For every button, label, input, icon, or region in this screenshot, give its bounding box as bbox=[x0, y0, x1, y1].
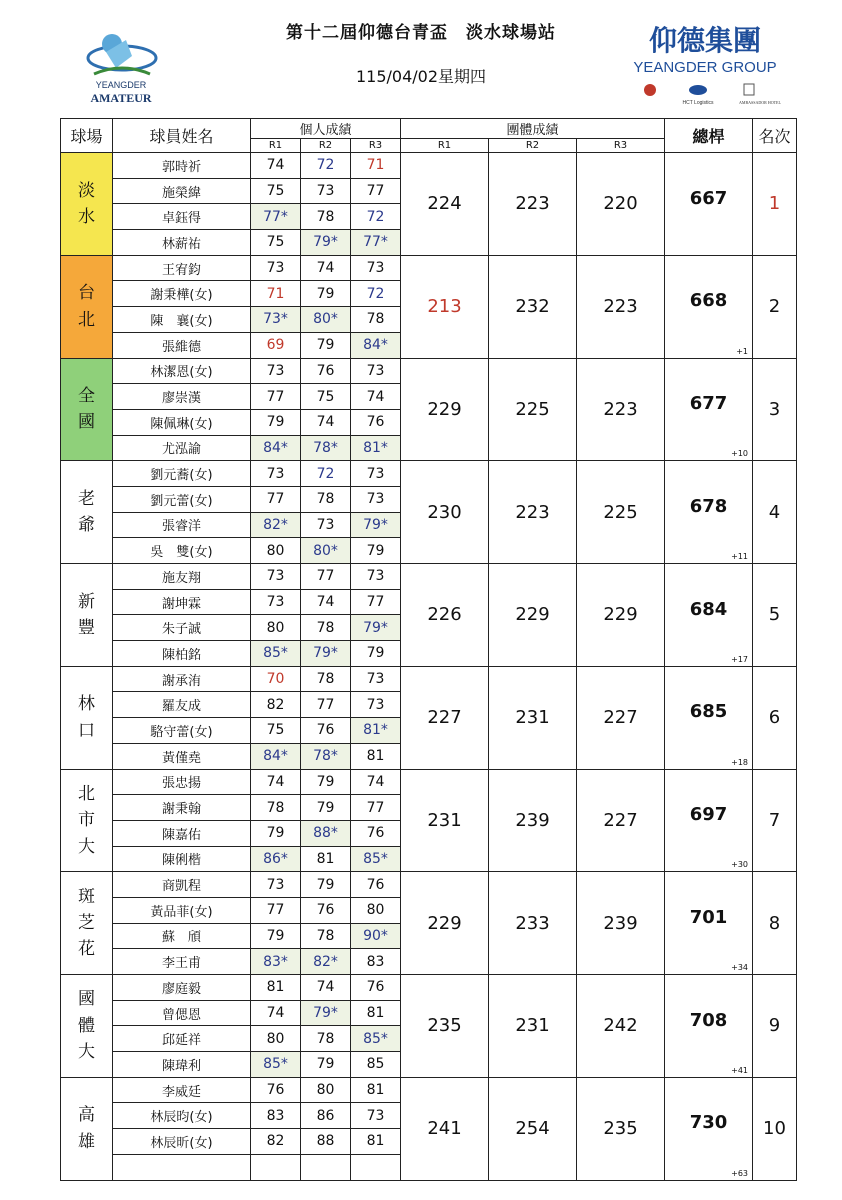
table-row bbox=[61, 153, 797, 179]
player-name: 李威廷 bbox=[113, 1077, 251, 1103]
player-name: 林薪祐 bbox=[113, 230, 251, 256]
round-score: 79 bbox=[301, 872, 351, 898]
player-name: 劉元蕎(女) bbox=[113, 461, 251, 487]
team-total bbox=[665, 975, 753, 1078]
round-score: 78 bbox=[301, 204, 351, 230]
round-score: 71 bbox=[251, 281, 301, 307]
team-rank: 6 bbox=[753, 666, 797, 769]
team-round-r1: 231 bbox=[401, 769, 489, 872]
total-value: 684 bbox=[689, 598, 728, 620]
team-rank: 8 bbox=[753, 872, 797, 975]
total-value: 730 bbox=[689, 1112, 728, 1134]
round-score: 78* bbox=[301, 743, 351, 769]
round-score: 73 bbox=[251, 589, 301, 615]
team-r3-header: R3 bbox=[577, 139, 665, 153]
team-name: 北 市 大 bbox=[61, 769, 113, 872]
ind-r3-header: R3 bbox=[351, 139, 401, 153]
team-name: 林 口 bbox=[61, 666, 113, 769]
round-score: 79* bbox=[301, 230, 351, 256]
team-total bbox=[665, 666, 753, 769]
team-round-r1: 227 bbox=[401, 666, 489, 769]
round-score: 85* bbox=[251, 1052, 301, 1078]
round-score: 76 bbox=[351, 872, 401, 898]
round-score: 76 bbox=[301, 718, 351, 744]
player-name: 陳瑋利 bbox=[113, 1052, 251, 1078]
total-value: 697 bbox=[689, 804, 728, 826]
strokes-behind: +10 bbox=[731, 449, 748, 459]
round-score: 72 bbox=[301, 461, 351, 487]
player-name: 林辰昕(女) bbox=[113, 1129, 251, 1155]
player-name: 李王甫 bbox=[113, 949, 251, 975]
team-rank: 9 bbox=[753, 975, 797, 1078]
individual-header: 個人成績 bbox=[251, 119, 401, 139]
player-name: 陳俐楷 bbox=[113, 846, 251, 872]
table-row bbox=[61, 769, 797, 795]
round-score: 80 bbox=[301, 1077, 351, 1103]
team-round-r3: 225 bbox=[577, 461, 665, 564]
round-score: 77 bbox=[251, 486, 301, 512]
player-name: 陳嘉佑 bbox=[113, 820, 251, 846]
player-name: 陳柏銘 bbox=[113, 641, 251, 667]
round-score: 73 bbox=[351, 564, 401, 590]
round-score: 74 bbox=[301, 975, 351, 1001]
team-round-r3: 239 bbox=[577, 872, 665, 975]
round-score: 73 bbox=[251, 461, 301, 487]
round-score: 79 bbox=[301, 795, 351, 821]
round-score: 90* bbox=[351, 923, 401, 949]
round-score: 85* bbox=[351, 846, 401, 872]
round-score: 80 bbox=[251, 538, 301, 564]
round-score: 73 bbox=[251, 358, 301, 384]
total-value: 677 bbox=[689, 393, 728, 415]
round-score: 79 bbox=[301, 769, 351, 795]
round-score: 73* bbox=[251, 307, 301, 333]
strokes-behind: +1 bbox=[736, 346, 748, 356]
team-round-r3: 229 bbox=[577, 564, 665, 667]
svg-text:AMBASSADOR HOTEL: AMBASSADOR HOTEL bbox=[739, 100, 781, 105]
player-name: 郭時祈 bbox=[113, 153, 251, 179]
round-score: 77 bbox=[351, 795, 401, 821]
round-score: 81 bbox=[351, 1129, 401, 1155]
round-score: 79 bbox=[351, 538, 401, 564]
round-score: 75 bbox=[301, 384, 351, 410]
round-score: 73 bbox=[351, 692, 401, 718]
team-round-r2: 231 bbox=[489, 666, 577, 769]
team-rank: 7 bbox=[753, 769, 797, 872]
round-score: 79 bbox=[251, 820, 301, 846]
round-score: 79 bbox=[301, 281, 351, 307]
round-score: 81* bbox=[351, 718, 401, 744]
team-round-r2: 231 bbox=[489, 975, 577, 1078]
svg-text:仰德集團: 仰德集團 bbox=[648, 24, 762, 57]
round-score: 77 bbox=[251, 384, 301, 410]
round-score: 79 bbox=[251, 409, 301, 435]
round-score: 73 bbox=[251, 255, 301, 281]
player-name: 吳 雙(女) bbox=[113, 538, 251, 564]
round-score: 75 bbox=[251, 718, 301, 744]
team-round-r3: 242 bbox=[577, 975, 665, 1078]
round-score: 74 bbox=[351, 384, 401, 410]
round-score: 77 bbox=[351, 178, 401, 204]
round-score: 84* bbox=[251, 435, 301, 461]
round-score: 75 bbox=[251, 230, 301, 256]
round-score: 77 bbox=[301, 564, 351, 590]
round-score: 79 bbox=[351, 641, 401, 667]
team-name: 斑 芝 花 bbox=[61, 872, 113, 975]
round-score: 74 bbox=[301, 409, 351, 435]
round-score: 73 bbox=[251, 872, 301, 898]
team-rank: 5 bbox=[753, 564, 797, 667]
round-score: 73 bbox=[351, 461, 401, 487]
team-rank: 10 bbox=[753, 1077, 797, 1180]
round-score: 80 bbox=[251, 1026, 301, 1052]
player-name: 黃品菲(女) bbox=[113, 897, 251, 923]
player-name: 謝坤霖 bbox=[113, 589, 251, 615]
team-round-r3: 223 bbox=[577, 255, 665, 358]
round-score: 79 bbox=[301, 332, 351, 358]
team-total bbox=[665, 461, 753, 564]
rank-header: 名次 bbox=[753, 119, 797, 153]
strokes-behind: +34 bbox=[731, 963, 748, 972]
round-score: 77 bbox=[301, 692, 351, 718]
player-name: 王宥鈞 bbox=[113, 255, 251, 281]
round-score: 84* bbox=[351, 332, 401, 358]
round-score: 77 bbox=[251, 897, 301, 923]
round-score: 77* bbox=[351, 230, 401, 256]
round-score: 85 bbox=[351, 1052, 401, 1078]
player-name: 商凱程 bbox=[113, 872, 251, 898]
round-score: 78 bbox=[301, 1026, 351, 1052]
player-name: 駱守蕾(女) bbox=[113, 718, 251, 744]
player-name: 施榮緯 bbox=[113, 178, 251, 204]
player-name: 邱延祥 bbox=[113, 1026, 251, 1052]
player-name: 張維德 bbox=[113, 332, 251, 358]
team-round-r2: 232 bbox=[489, 255, 577, 358]
round-score: 72 bbox=[351, 281, 401, 307]
team-round-r1: 213 bbox=[401, 255, 489, 358]
team-round-r3: 235 bbox=[577, 1077, 665, 1180]
total-value: 678 bbox=[689, 495, 728, 517]
round-score: 77* bbox=[251, 204, 301, 230]
team-name: 老 爺 bbox=[61, 461, 113, 564]
team-round-r2: 239 bbox=[489, 769, 577, 872]
round-score bbox=[351, 1154, 401, 1180]
event-date: 115/04/02星期四 bbox=[355, 67, 487, 86]
round-score: 74 bbox=[301, 255, 351, 281]
team-name: 國 體 大 bbox=[61, 975, 113, 1078]
team-round-r1: 226 bbox=[401, 564, 489, 667]
page-title: 第十二屆仰德台青盃 淡水球場站 bbox=[286, 23, 556, 43]
team-round-r1: 229 bbox=[401, 358, 489, 461]
round-score: 78* bbox=[301, 435, 351, 461]
table-row bbox=[61, 975, 797, 1001]
round-score: 78 bbox=[351, 307, 401, 333]
team-round-r3: 227 bbox=[577, 666, 665, 769]
page-header bbox=[0, 0, 842, 112]
team-name: 全 國 bbox=[61, 358, 113, 461]
round-score: 79 bbox=[251, 923, 301, 949]
round-score: 83 bbox=[351, 949, 401, 975]
round-score: 79 bbox=[301, 1052, 351, 1078]
round-score: 73 bbox=[351, 255, 401, 281]
team-round-r2: 223 bbox=[489, 153, 577, 256]
total-value: 685 bbox=[689, 701, 728, 723]
team-total bbox=[665, 872, 753, 975]
round-score: 76 bbox=[251, 1077, 301, 1103]
player-name bbox=[113, 1154, 251, 1180]
team-round-r1: 230 bbox=[401, 461, 489, 564]
round-score: 73 bbox=[301, 178, 351, 204]
round-score: 80* bbox=[301, 538, 351, 564]
team-name: 高 雄 bbox=[61, 1077, 113, 1180]
round-score bbox=[251, 1154, 301, 1180]
round-score: 73 bbox=[351, 486, 401, 512]
player-name: 謝秉翰 bbox=[113, 795, 251, 821]
player-name: 謝秉樺(女) bbox=[113, 281, 251, 307]
team-round-r2: 225 bbox=[489, 358, 577, 461]
team-total bbox=[665, 153, 753, 256]
round-score: 73 bbox=[351, 1103, 401, 1129]
player-name: 曾偲恩 bbox=[113, 1000, 251, 1026]
svg-text:HCT Logistics: HCT Logistics bbox=[682, 100, 714, 106]
player-name: 陳佩琳(女) bbox=[113, 409, 251, 435]
team-round-r1: 229 bbox=[401, 872, 489, 975]
team-round-r2: 229 bbox=[489, 564, 577, 667]
round-score: 82 bbox=[251, 1129, 301, 1155]
round-score: 84* bbox=[251, 743, 301, 769]
table-row bbox=[61, 255, 797, 281]
round-score: 85* bbox=[251, 641, 301, 667]
table-row bbox=[61, 666, 797, 692]
round-score: 88 bbox=[301, 1129, 351, 1155]
player-name: 林潔恩(女) bbox=[113, 358, 251, 384]
round-score: 79* bbox=[351, 615, 401, 641]
round-score: 85* bbox=[351, 1026, 401, 1052]
round-score: 74 bbox=[251, 769, 301, 795]
round-score: 81 bbox=[301, 846, 351, 872]
round-score: 73 bbox=[351, 358, 401, 384]
round-score: 82* bbox=[251, 512, 301, 538]
strokes-behind: +30 bbox=[731, 860, 748, 870]
svg-text:YEANGDER GROUP: YEANGDER GROUP bbox=[633, 59, 777, 76]
round-score: 80* bbox=[301, 307, 351, 333]
table-row bbox=[61, 564, 797, 590]
round-score: 81 bbox=[351, 743, 401, 769]
team-round-r2: 254 bbox=[489, 1077, 577, 1180]
team-total bbox=[665, 358, 753, 461]
strokes-behind: +11 bbox=[731, 552, 748, 561]
round-score: 70 bbox=[251, 666, 301, 692]
round-score: 86* bbox=[251, 846, 301, 872]
table-row bbox=[61, 872, 797, 898]
team-total bbox=[665, 769, 753, 872]
svg-text:AMATEUR: AMATEUR bbox=[90, 91, 152, 105]
round-score: 82 bbox=[251, 692, 301, 718]
table-row bbox=[61, 358, 797, 384]
total-header: 總桿 bbox=[665, 119, 753, 153]
table-row bbox=[61, 1077, 797, 1103]
round-score: 74 bbox=[301, 589, 351, 615]
team-r1-header: R1 bbox=[401, 139, 489, 153]
venue-header: 球場 bbox=[61, 119, 113, 153]
team-name: 台 北 bbox=[61, 255, 113, 358]
team-rank: 3 bbox=[753, 358, 797, 461]
round-score: 80 bbox=[351, 897, 401, 923]
team-round-r3: 227 bbox=[577, 769, 665, 872]
player-name: 劉元蕾(女) bbox=[113, 486, 251, 512]
round-score: 69 bbox=[251, 332, 301, 358]
total-value: 701 bbox=[689, 906, 728, 928]
player-name: 張睿洋 bbox=[113, 512, 251, 538]
round-score: 78 bbox=[301, 666, 351, 692]
player-name: 黃僅堯 bbox=[113, 743, 251, 769]
table-row bbox=[61, 461, 797, 487]
round-score: 71 bbox=[351, 153, 401, 179]
round-score: 72 bbox=[351, 204, 401, 230]
round-score: 78 bbox=[301, 486, 351, 512]
team-total bbox=[665, 1077, 753, 1180]
round-score: 76 bbox=[301, 897, 351, 923]
round-score: 81 bbox=[351, 1000, 401, 1026]
strokes-behind: +63 bbox=[731, 1168, 748, 1178]
team-round-r1: 235 bbox=[401, 975, 489, 1078]
player-name: 羅友成 bbox=[113, 692, 251, 718]
round-score: 76 bbox=[351, 975, 401, 1001]
round-score: 73 bbox=[251, 564, 301, 590]
team-round-r3: 223 bbox=[577, 358, 665, 461]
round-score: 79* bbox=[301, 641, 351, 667]
round-score: 79* bbox=[351, 512, 401, 538]
round-score: 76 bbox=[351, 409, 401, 435]
team-name: 淡 水 bbox=[61, 153, 113, 256]
round-score: 83 bbox=[251, 1103, 301, 1129]
round-score: 76 bbox=[351, 820, 401, 846]
player-name: 謝承洧 bbox=[113, 666, 251, 692]
round-score: 86 bbox=[301, 1103, 351, 1129]
round-score: 75 bbox=[251, 178, 301, 204]
player-name: 廖庭毅 bbox=[113, 975, 251, 1001]
player-name: 張忠揚 bbox=[113, 769, 251, 795]
team-rank: 4 bbox=[753, 461, 797, 564]
player-name: 陳 襄(女) bbox=[113, 307, 251, 333]
player-name: 林辰昀(女) bbox=[113, 1103, 251, 1129]
strokes-behind: +17 bbox=[731, 654, 748, 664]
strokes-behind: +18 bbox=[731, 757, 748, 767]
round-score: 77 bbox=[351, 589, 401, 615]
team-rank: 2 bbox=[753, 255, 797, 358]
round-score: 76 bbox=[301, 358, 351, 384]
round-score: 74 bbox=[251, 153, 301, 179]
player-name: 蘇 頎 bbox=[113, 923, 251, 949]
team-round-r1: 224 bbox=[401, 153, 489, 256]
round-score bbox=[301, 1154, 351, 1180]
ind-r1-header: R1 bbox=[251, 139, 301, 153]
round-score: 81* bbox=[351, 435, 401, 461]
round-score: 82* bbox=[301, 949, 351, 975]
round-score: 74 bbox=[251, 1000, 301, 1026]
total-value: 668 bbox=[689, 290, 728, 312]
player-name: 施友翔 bbox=[113, 564, 251, 590]
round-score: 83* bbox=[251, 949, 301, 975]
round-score: 74 bbox=[351, 769, 401, 795]
round-score: 81 bbox=[351, 1077, 401, 1103]
round-score: 79* bbox=[301, 1000, 351, 1026]
player-name: 卓鈺得 bbox=[113, 204, 251, 230]
total-value: 667 bbox=[689, 187, 728, 209]
round-score: 80 bbox=[251, 615, 301, 641]
total-value: 708 bbox=[689, 1009, 728, 1031]
svg-text:YEANGDER: YEANGDER bbox=[95, 80, 147, 90]
round-score: 73 bbox=[301, 512, 351, 538]
team-scores-header: 團體成績 bbox=[401, 119, 665, 139]
team-total bbox=[665, 564, 753, 667]
player-name: 廖崇漢 bbox=[113, 384, 251, 410]
ind-r2-header: R2 bbox=[301, 139, 351, 153]
scoreboard-table bbox=[60, 118, 797, 1181]
team-round-r2: 233 bbox=[489, 872, 577, 975]
team-total bbox=[665, 255, 753, 358]
strokes-behind: +41 bbox=[731, 1065, 748, 1075]
player-name: 尤泓諭 bbox=[113, 435, 251, 461]
team-r2-header: R2 bbox=[489, 139, 577, 153]
round-score: 72 bbox=[301, 153, 351, 179]
round-score: 78 bbox=[301, 923, 351, 949]
player-header: 球員姓名 bbox=[113, 119, 251, 153]
round-score: 78 bbox=[301, 615, 351, 641]
round-score: 81 bbox=[251, 975, 301, 1001]
yeangder-group-logo bbox=[620, 24, 790, 110]
round-score: 73 bbox=[351, 666, 401, 692]
team-round-r1: 241 bbox=[401, 1077, 489, 1180]
scoreboard-body bbox=[61, 153, 797, 1181]
team-rank: 1 bbox=[753, 153, 797, 256]
player-name: 朱子誠 bbox=[113, 615, 251, 641]
round-score: 78 bbox=[251, 795, 301, 821]
round-score: 88* bbox=[301, 820, 351, 846]
team-round-r2: 223 bbox=[489, 461, 577, 564]
team-round-r3: 220 bbox=[577, 153, 665, 256]
team-name: 新 豐 bbox=[61, 564, 113, 667]
